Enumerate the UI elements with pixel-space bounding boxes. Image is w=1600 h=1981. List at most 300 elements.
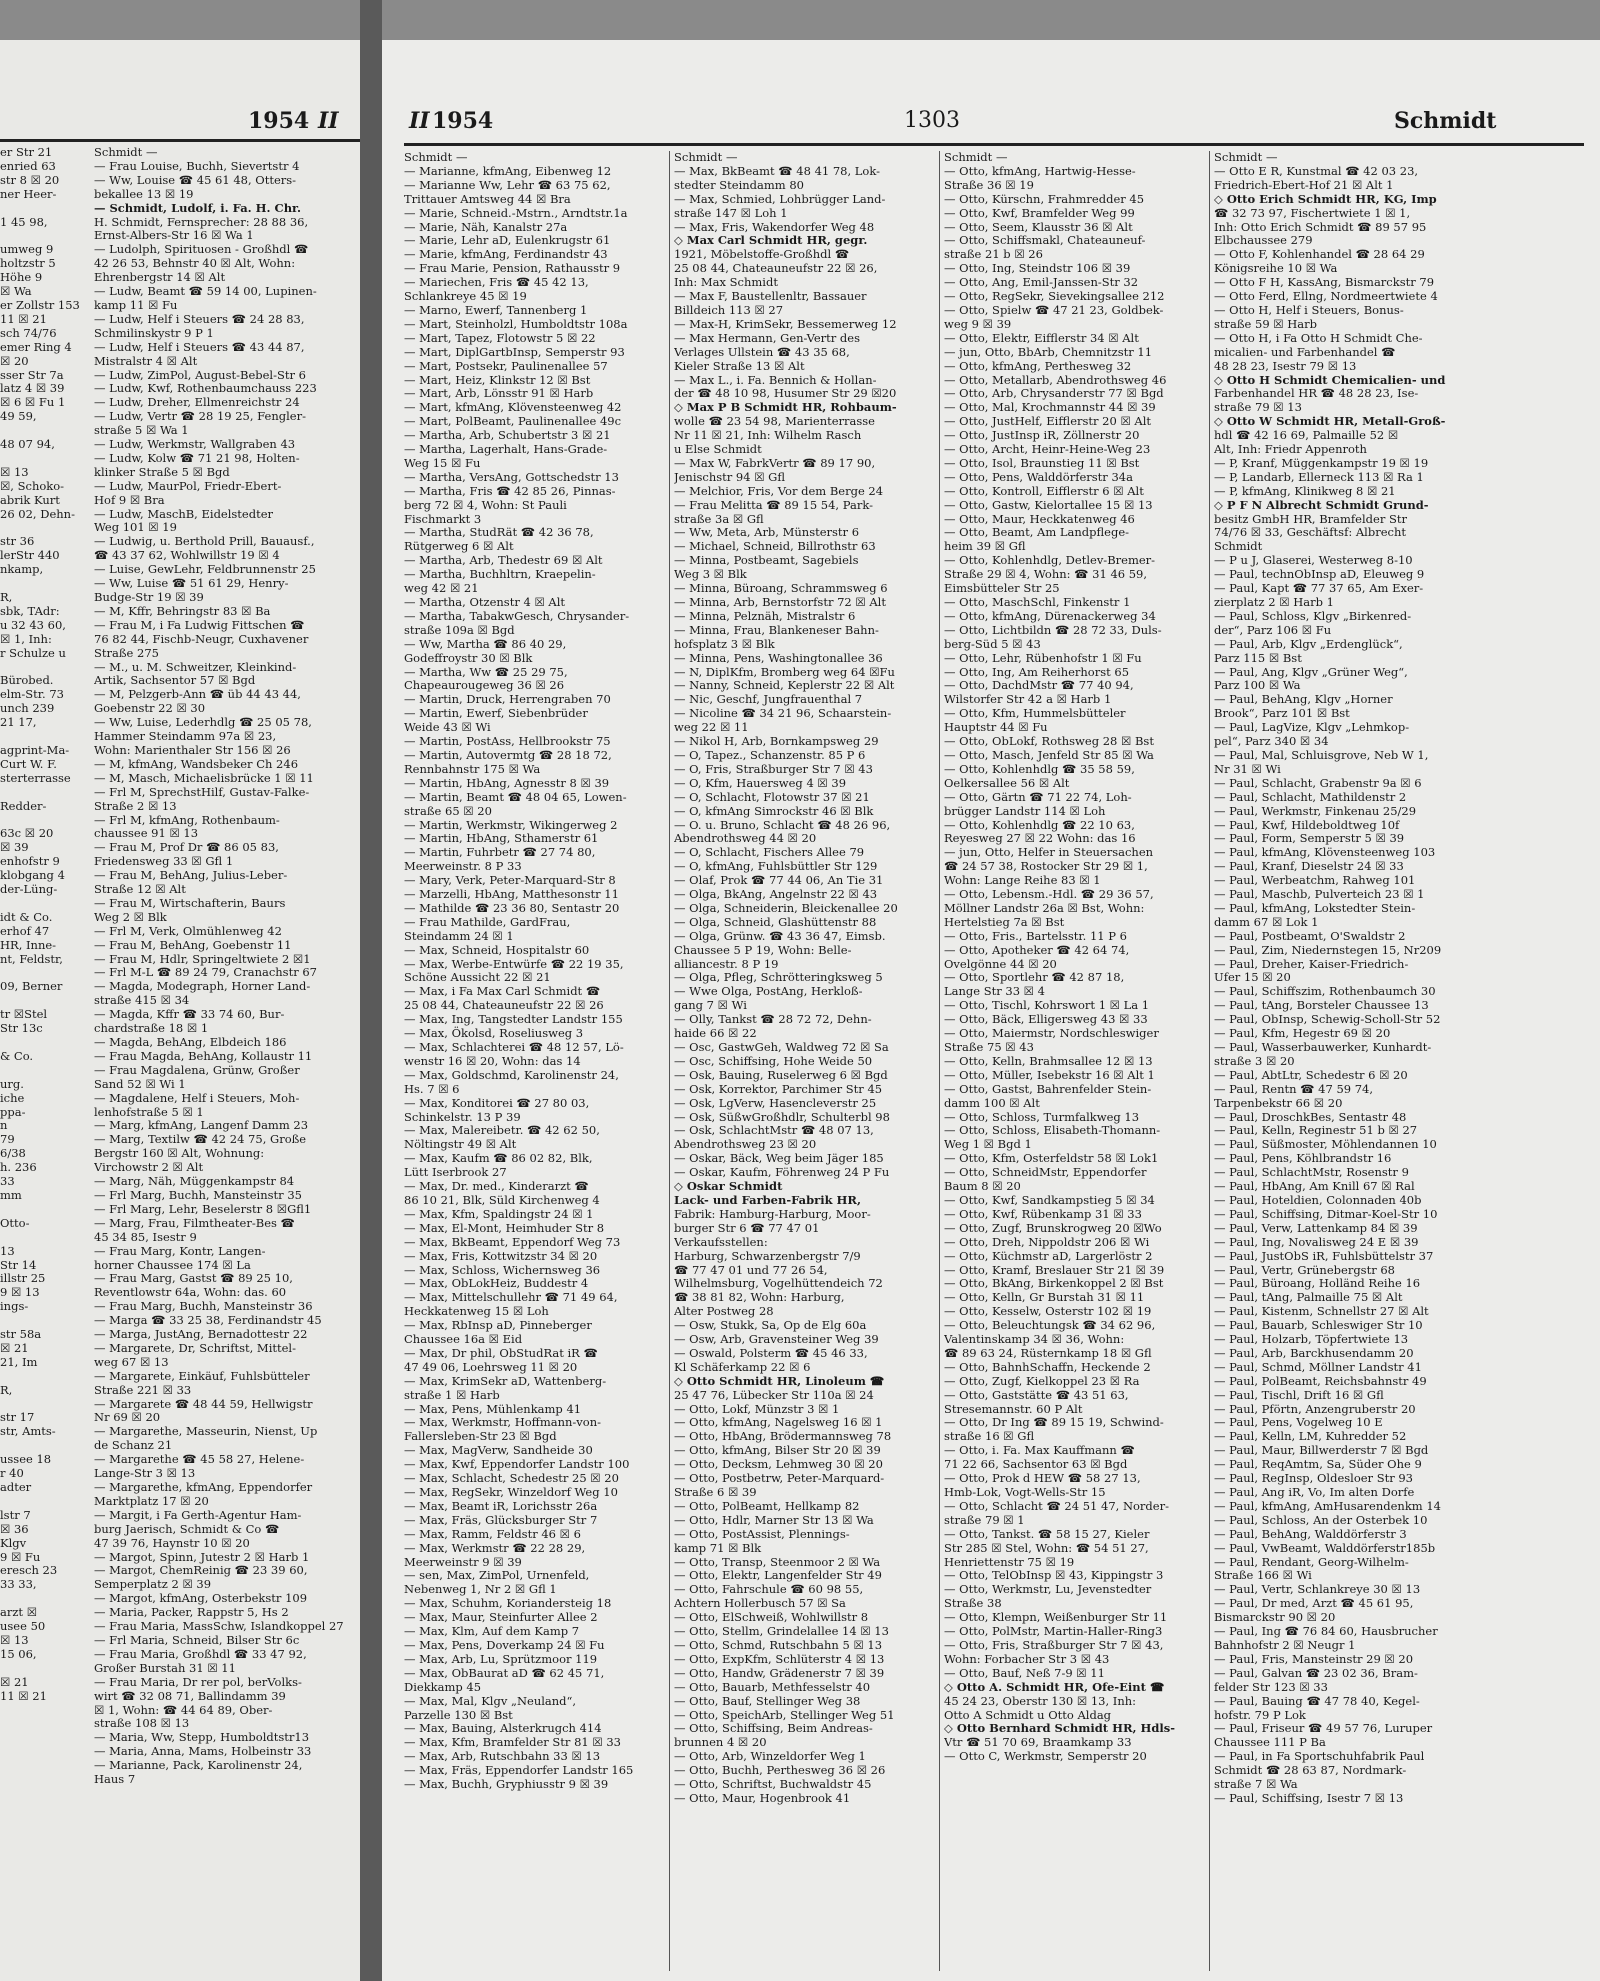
directory-line: Reventlowstr 64a, Wohn: das. 60 [94,1285,287,1300]
directory-line: 63c ☒ 20 [0,826,54,841]
directory-line: — P, kfmAng, Klinikweg 8 ☒ 21 [1214,483,1396,498]
directory-line: — Ludwig, u. Berthold Prill, Bauausf., [94,534,315,549]
directory-line: — Otto, Kohlenhdlg ☎ 35 58 59, [944,761,1135,776]
directory-line: str 8 ☒ 20 [0,172,60,187]
directory-line: — Maria, Packer, Rappstr 5, Hs 2 [94,1605,289,1620]
directory-line: — Otto, Gaststätte ☎ 43 51 63, [944,1387,1129,1402]
directory-line: — Paul, Wasserbauwerker, Kunhardt- [1214,1040,1432,1054]
directory-line: — Max, Schloss, Wichernsweg 36 [404,1262,601,1277]
directory-line: n [0,1118,8,1133]
directory-line: — Margarethe ☎ 45 58 27, Helene- [94,1452,305,1467]
directory-line: Godeffroystr 30 ☒ Blk [404,650,533,665]
directory-line: Artik, Sachsentor 57 ☒ Bgd [94,673,256,688]
directory-line: ☎ 77 47 01 und 77 26 54, [674,1262,828,1277]
directory-line: — Otto, Maur, Heckkatenweg 46 [944,511,1135,526]
directory-line: — Otto, kfmAng, Hartwig-Hesse- [944,163,1136,178]
directory-line: straße 3 ☒ 20 [1214,1053,1295,1068]
directory-line: ☎ 24 57 38, Rostocker Str 29 ☒ 1, [944,859,1148,874]
directory-line: ◇ Max P B Schmidt HR, Rohbaum- [674,400,897,415]
directory-line: — Margot, kfmAng, Osterbekstr 109 [94,1591,308,1606]
directory-line: Verlages Ullstein ☎ 43 35 68, [674,344,850,359]
directory-line: Chaussee 5 P 19, Wohn: Belle- [674,942,852,957]
directory-line: Parz 115 ☒ Bst [1214,650,1302,665]
column-divider [1209,151,1210,1971]
directory-line: Alter Postweg 28 [674,1304,774,1319]
directory-line: — P u J, Glaserei, Westerweg 8-10 [1214,553,1413,568]
directory-line: — Max, Goldschmd, Karolinenstr 24, [404,1067,619,1082]
right-header-rule [404,143,1584,146]
directory-line: — Paul, Holzarb, Töpfertwiete 13 [1214,1332,1409,1347]
directory-line: — Marg, kfmAng, Langenf Damm 23 [94,1118,309,1133]
directory-line: — Otto, Fris, Straßburger Str 7 ☒ 43, [944,1637,1164,1652]
directory-line: weg 67 ☒ 13 [94,1354,169,1369]
directory-line: — O, Fris, Straßburger Str 7 ☒ 43 [674,761,873,776]
directory-line: Schinkelstr. 13 P 39 [404,1109,521,1124]
directory-line: ☎ 38 81 82, Wohn: Harburg, [674,1290,845,1305]
directory-line: kamp 11 ☒ Fu [94,297,178,312]
directory-line: — Minna, Arb, Bernstorfstr 72 ☒ Alt [674,595,886,609]
directory-line [0,994,88,1008]
directory-line: — Otto C, Werkmstr, Semperstr 20 [944,1749,1147,1764]
directory-line: Eimsbütteler Str 25 [944,581,1060,596]
directory-line: — Otto, Beamt, Am Landpflege- [944,525,1130,540]
directory-line: — Otto, Gastst, Bahrenfelder Stein- [944,1081,1152,1096]
directory-line: — Otto H, i Fa Otto H Schmidt Che- [1214,330,1423,345]
directory-line: — Otto, Beleuchtungsk ☎ 34 62 96, [944,1318,1156,1333]
directory-line: — Marga, JustAng, Bernadottestr 22 [94,1327,308,1342]
directory-line: Schmidt — [1214,151,1278,164]
directory-line: — Ludw, Kolw ☎ 71 21 98, Holten- [94,450,300,465]
directory-line: zierplatz 2 ☒ Harb 1 [1214,595,1334,609]
directory-line: Rennbahnstr 175 ☒ Wa [404,761,541,776]
directory-line: Billdeich 113 ☒ 27 [674,302,784,317]
directory-line: 76 82 44, Fischb-Neugr, Cuxhavener [94,631,309,646]
directory-line: 13 [0,1243,15,1258]
directory-line: r Schulze u [0,645,66,660]
directory-line: ◇ Max Carl Schmidt HR, gegr. [674,233,868,248]
directory-line: Achtern Hollerbusch 57 ☒ Sa [674,1596,846,1611]
directory-line: — Osk, SüßwGroßhdlr, Schulterbl 98 [674,1109,890,1124]
directory-line: — Otto, Kwf, Bramfelder Weg 99 [944,205,1135,220]
directory-line: — Nikol H, Arb, Bornkampsweg 29 [674,734,879,749]
directory-line: — Ludw, MaurPol, Friedr-Ebert- [94,478,282,493]
directory-line: Wohn: Marienthaler Str 156 ☒ 26 [94,742,291,757]
directory-line: 86 10 21, Blk, Süld Kirchenweg 4 [404,1192,600,1207]
directory-line: Weg 1 ☒ Bgd 1 [944,1137,1032,1152]
directory-line: — Osw, Arb, Gravensteiner Weg 39 [674,1332,879,1347]
directory-line: r 40 [0,1466,24,1481]
directory-line: — Marie, kfmAng, Ferdinandstr 43 [404,247,608,262]
directory-line: — Marno, Ewerf, Tannenberg 1 [404,302,588,317]
directory-line: — Otto, Kfm, Osterfeldstr 58 ☒ Lok1 [944,1151,1159,1166]
directory-line: — Ww, Luise ☎ 51 61 29, Henry- [94,576,289,591]
directory-line: ☒ 39 [0,840,29,855]
directory-line: holtzstr 5 [0,256,56,271]
directory-line: 09, Berner [0,979,63,994]
directory-line: — Ludw, ZimPol, August-Bebel-Str 6 [94,367,306,382]
directory-line: — Marie, Näh, Kanalstr 27a [404,219,568,234]
directory-line: — Paul, SchlachtMstr, Rosenstr 9 [1214,1165,1409,1180]
directory-line: — Paul, Schmd, Möllner Landstr 41 [1214,1359,1422,1374]
directory-line: & Co. [0,1048,34,1063]
directory-line: — Margarete, Einkäuf, Fuhlsbütteler [94,1368,310,1383]
directory-line: Schmidt — [94,146,158,159]
directory-line [0,1314,88,1328]
directory-line [0,1592,88,1606]
left-page-header [0,100,360,140]
directory-line: — Ludw, MaschB, Eidelstedter [94,506,274,521]
directory-line: — Otto, Maur, Hogenbrook 41 [674,1790,851,1805]
directory-line: Friedrich-Ebert-Hof 21 ☒ Alt 1 [1214,177,1394,192]
directory-line: Nebenweg 1, Nr 2 ☒ Gfl 1 [404,1582,557,1597]
directory-line: — Olga, BkAng, Angelnstr 22 ☒ 43 [674,887,878,902]
directory-line: 21 17, [0,715,37,730]
directory-line: — Margarethe, kfmAng, Eppendorfer [94,1480,313,1494]
directory-line: — Paul, Schiffsing, Ditmar-Koel-Str 10 [1214,1206,1438,1221]
directory-line [0,786,88,800]
directory-line: — Paul, ObInsp, Schewig-Scholl-Str 52 [1214,1012,1441,1027]
directory-line: — Mart, Steinholzl, Humboldtstr 108a [404,316,628,331]
directory-line: — Otto, Archt, Heinr-Heine-Weg 23 [944,442,1151,457]
directory-line: — Frau Magda, BehAng, Kollaustr 11 [94,1048,313,1063]
directory-line: — Otto, Kesselw, Osterstr 102 ☒ 19 [944,1304,1152,1319]
directory-line: — Paul, kfmAng, AmHusarendenkm 14 [1214,1498,1441,1513]
directory-line: — Martha, Arb, Thedestr 69 ☒ Alt [404,553,603,568]
directory-line: 9 ☒ Fu [0,1549,41,1564]
directory-line: — Max, Kwf, Eppendorfer Landstr 100 [404,1457,630,1472]
directory-line: Haus 7 [94,1772,136,1787]
directory-line: — Max, Pens, Mühlenkamp 41 [404,1401,582,1416]
directory-line [0,730,88,744]
directory-line: — Marzelli, HbAng, Matthesonstr 11 [404,887,619,902]
directory-line: — Martin, Beamt ☎ 48 04 65, Lowen- [404,789,627,804]
directory-line: — Marie, Schneid.-Mstrn., Arndtstr.1a [404,205,628,220]
directory-line [0,897,88,911]
directory-line: er Zollstr 153 [0,297,80,312]
directory-line: — Max, Werkmstr ☎ 22 28 29, [404,1540,586,1555]
directory-line: — Margit, i Fa Gerth-Agentur Ham- [94,1507,302,1522]
directory-line: straße 3a ☒ Gfl [674,511,764,526]
directory-line: — Nicoline ☎ 34 21 96, Schaarstein- [674,706,892,721]
directory-line: — Max, Arb, Lu, Sprützmoor 119 [404,1651,598,1666]
directory-line: damm 67 ☒ Lok 1 [1214,914,1319,929]
directory-line: Hauptstr 44 ☒ Fu [944,720,1048,735]
directory-line: — Martha, VersAng, Gottschedstr 13 [404,469,619,484]
directory-line: Virchowstr 2 ☒ Alt [94,1160,204,1175]
directory-line: — Otto E R, Kunstmal ☎ 42 03 23, [1214,163,1419,178]
directory-line: lstr 7 [0,1507,31,1522]
directory-line: — Paul, Kelln, Reginestr 51 b ☒ 27 [1214,1123,1418,1138]
directory-line: — Otto, i. Fa. Max Kauffmann ☎ [944,1443,1135,1458]
directory-line: — O, Schlacht, Fischers Allee 79 [674,845,865,860]
directory-line: — O, kfmAng, Fuhlsbüttler Str 129 [674,859,878,874]
directory-line: — Paul, Galvan ☎ 23 02 36, Bram- [1214,1665,1418,1680]
directory-line: — Otto, Handw, Grädenerstr 7 ☒ 39 [674,1665,885,1680]
directory-line: — Paul, Werbeatchm, Rahweg 101 [1214,873,1416,888]
directory-line: Diekkamp 45 [404,1679,482,1694]
directory-line: 1921, Möbelstoffe-Großhdl ☎ [674,247,850,262]
directory-line: straße 16 ☒ Gfl [944,1429,1035,1444]
directory-line: — Max, Fräs, Eppendorfer Landstr 165 [404,1763,634,1778]
directory-line: — Ww, Meta, Arb, Münsterstr 6 [674,525,860,540]
directory-line: str 36 [0,534,35,549]
directory-line: ◇ Otto A. Schmidt HR, Ofe-Eint ☎ [944,1679,1165,1694]
directory-line: — Marianne, Pack, Karolinenstr 24, [94,1758,303,1773]
directory-line: emer Ring 4 [0,339,72,354]
directory-line: — Max, MagVerw, Sandheide 30 [404,1443,593,1458]
directory-line: erhof 47 [0,923,50,938]
directory-line: Farbenhandel HR ☎ 48 28 23, Ise- [1214,386,1419,401]
directory-line: — Osw, Stukk, Sa, Op de Elg 60a [674,1318,867,1333]
directory-line: ◇ Otto Schmidt HR, Linoleum ☎ [674,1373,885,1388]
directory-line: micalien- und Farbenhandel ☎ [1214,344,1396,359]
directory-line [0,521,88,535]
directory-line: — Max Hermann, Gen-Vertr des [674,330,860,345]
directory-line: 71 22 66, Sachsentor 63 ☒ Bgd [944,1457,1128,1472]
directory-line: — Paul, Dreher, Kaiser-Friedrich- [1214,956,1409,971]
directory-line: 25 08 44, Chateauneufstr 22 ☒ 26, [674,261,878,276]
directory-line: — Otto, Stellm, Grindelallee 14 ☒ 13 [674,1624,889,1639]
directory-line: — Otto, PostAssist, Plennings- [674,1526,850,1541]
directory-line: — Frl M, SprechstHilf, Gustav-Falke- [94,784,310,799]
directory-line [0,1370,88,1384]
directory-line: R, [0,1382,13,1397]
directory-line: — Maria, Ww, Stepp, Humboldtstr13 [94,1730,310,1745]
directory-line: — Max, Mittelschullehr ☎ 71 49 64, [404,1290,618,1305]
directory-line: — Osc, GastwGeh, Waldweg 72 ☒ Sa [674,1040,889,1054]
right-section: II [409,108,430,134]
directory-line: — Frau Marg, Kontr, Langen- [94,1243,266,1258]
directory-column-3 [944,151,1206,1971]
directory-line: hofstr. 79 P Lok [1214,1707,1306,1722]
directory-line: ussee 18 [0,1452,52,1467]
directory-line: Ehrenbergstr 14 ☒ Alt [94,270,226,285]
directory-line: — Otto, Mal, Krochmannstr 44 ☒ 39 [944,400,1156,415]
directory-line: — Frl Marg, Lehr, Beselerstr 8 ☒Gfl1 [94,1201,312,1216]
directory-line: tr ☒Stel [0,1007,48,1022]
directory-line: — Max, Schneid, Hospitalstr 60 [404,942,590,957]
directory-line: — Paul, Ing ☎ 76 84 60, Hausbrucher [1214,1624,1438,1639]
directory-line: Henriettenstr 75 ☒ 19 [944,1554,1075,1569]
directory-line: — Paul, Schloss, An der Osterbek 10 [1214,1512,1428,1527]
directory-line: Wohn: Forbacher Str 3 ☒ 43 [944,1651,1110,1666]
directory-line: — Otto, ExpKfm, Schlüterstr 4 ☒ 13 [674,1651,885,1666]
directory-line: straße 1 ☒ Harb [404,1387,500,1402]
directory-line: — Max, El-Mont, Heimhuder Str 8 [404,1220,605,1235]
directory-line: — Frau M, Hdlr, Springeltwiete 2 ☒1 [94,951,311,966]
directory-line: 79 [0,1132,15,1147]
directory-line: — Paul, Vertr, Schlankreye 30 ☒ 13 [1214,1582,1421,1597]
directory-line: Schmidt ☎ 28 63 87, Nordmark- [1214,1763,1407,1778]
directory-line: — Paul, Kfm, Hegestr 69 ☒ 20 [1214,1026,1391,1041]
directory-line: — Oskar, Kaufm, Föhrenweg 24 P Fu [674,1165,890,1180]
directory-line: — Martin, HbAng, Sthamerstr 61 [404,831,599,846]
directory-line: Möllner Landstr 26a ☒ Bst, Wohn: [944,900,1145,915]
directory-line: — Marg, Näh, Müggenkampstr 84 [94,1174,295,1189]
directory-line: Straße 29 ☒ 4, Wohn: ☎ 31 46 59, [944,567,1148,582]
directory-line: Friedensweg 33 ☒ Gfl 1 [94,854,234,869]
directory-line: — Paul, Maur, Billwerderstr 7 ☒ Bgd [1214,1443,1429,1458]
directory-line: Hertelstieg 7a ☒ Bst [944,914,1065,929]
column-divider [669,151,670,1971]
directory-line: — Otto, Kelln, Brahmsallee 12 ☒ 13 [944,1053,1153,1068]
directory-line: 47 39 76, Haynstr 10 ☒ 20 [94,1535,250,1550]
directory-line: sbk, TAdr: [0,603,60,618]
directory-line: Harburg, Schwarzenbergstr 7/9 [674,1248,861,1263]
directory-line: — Max, Kaufm ☎ 86 02 82, Blk, [404,1151,593,1166]
directory-line: straße 65 ☒ 20 [404,803,492,818]
directory-line: — Otto, Schloss, Turmfalkweg 13 [944,1109,1140,1124]
directory-line: — Mart, DiplGartbInsp, Semperstr 93 [404,344,625,359]
directory-line: Heckkatenweg 15 ☒ Loh [404,1304,549,1319]
directory-line: — Martin, Fuhrbetr ☎ 27 74 80, [404,845,596,860]
directory-line: — Otto, Postbetrw, Peter-Marquard- [674,1471,885,1486]
directory-line: — Otto, kfmAng, Dürenackerweg 34 [944,608,1156,623]
directory-line: — Minna, Frau, Blankeneser Bahn- [674,622,879,637]
left-section: II [318,108,339,134]
directory-line: — Martin, Ewerf, Siebenbrüder [404,706,588,721]
directory-line: — Paul, Hoteldien, Colonnaden 40b [1214,1192,1422,1207]
directory-line: — Olga, Schneiderin, Bleickenallee 20 [674,900,898,915]
directory-line: Wilhelmsburg, Vogelhüttendeich 72 [674,1276,883,1291]
directory-line: — Max, Kfm, Bramfelder Str 81 ☒ 33 [404,1735,621,1750]
directory-line: Goebenstr 22 ☒ 30 [94,701,206,716]
directory-line: — Mary, Verk, Peter-Marquard-Str 8 [404,873,616,888]
directory-line: abrik Kurt [0,492,60,507]
directory-line: — Frau Melitta ☎ 89 15 54, Park- [674,497,873,512]
directory-line: — Max, Malereibetr. ☎ 42 62 50, [404,1123,600,1138]
directory-line: — Otto, Dr Ing ☎ 89 15 19, Schwind- [944,1415,1164,1430]
directory-line: — Paul, Schiffsing, Isestr 7 ☒ 13 [1214,1790,1404,1805]
directory-line: nkamp, [0,562,44,577]
directory-line: — M, Kffr, Behringstr 83 ☒ Ba [94,603,271,618]
directory-line: burg Jaerisch, Schmidt & Co ☎ [94,1521,280,1536]
directory-line: — Otto, SpeichArb, Stellinger Weg 51 [674,1707,895,1722]
directory-line: — Mart, Heiz, Klinkstr 12 ☒ Bst [404,372,591,387]
directory-line: — Otto, Bauarb, Methfesselstr 40 [674,1679,871,1694]
directory-line: — Otto, ObLokf, Rothsweg 28 ☒ Bst [944,734,1154,749]
directory-line: — Melchior, Fris, Vor dem Berge 24 [674,483,884,498]
directory-line: Inh: Max Schmidt [674,275,778,290]
directory-line: burger Str 6 ☎ 77 47 01 [674,1220,820,1235]
directory-line: 25 47 76, Lübecker Str 110a ☒ 24 [674,1387,874,1402]
directory-line: — Martha, Fris ☎ 42 85 26, Pinnas- [404,483,616,498]
directory-line: — O, Schlacht, Flotowstr 37 ☒ 21 [674,789,870,804]
directory-line: — Otto, Prok d HEW ☎ 58 27 13, [944,1471,1141,1486]
directory-line: h. 236 [0,1160,37,1175]
directory-line: lenhofstraße 5 ☒ 1 [94,1104,204,1119]
directory-line: H. Schmidt, Fernsprecher: 28 88 36, [94,214,309,229]
directory-line: — Otto, Fahrschule ☎ 60 98 55, [674,1582,864,1597]
directory-line: — Otto, Schmd, Rutschbahn 5 ☒ 13 [674,1637,883,1652]
directory-line: der ☎ 48 10 98, Husumer Str 29 ☒20 [674,386,897,401]
directory-line: — Max, BkBeamt ☎ 48 41 78, Lok- [674,163,881,178]
directory-line: — Martin, Druck, Herrengraben 70 [404,692,611,707]
directory-line: enried 63 [0,158,56,173]
directory-line: weg 22 ☒ 11 [674,720,749,735]
directory-line: straße 5 ☒ Wa 1 [94,423,189,438]
directory-line: Oelkersallee 56 ☒ Alt [944,775,1070,790]
directory-line: — Paul, RegInsp, Oldesloer Str 93 [1214,1471,1413,1486]
directory-line: — Otto, Maiermstr, Nordschleswiger [944,1026,1159,1041]
directory-line: — Frau Marg, Gastst ☎ 89 25 10, [94,1271,293,1286]
directory-line: — Otto, Ang, Emil-Janssen-Str 32 [944,275,1139,290]
directory-line: ☒ 21 [0,1674,29,1689]
directory-line: ☒ 21 [0,1340,29,1355]
directory-line: — Otto, Isol, Braunstieg 11 ☒ Bst [944,455,1140,470]
directory-line: — Paul, Büroang, Holländ Reihe 16 [1214,1276,1421,1291]
directory-line: 15 06, [0,1646,37,1661]
directory-line: Sand 52 ☒ Wi 1 [94,1076,186,1091]
directory-line: ☒ 36 [0,1521,29,1536]
directory-line: Curt W. F. [0,756,57,771]
directory-line: Kl Schäferkamp 22 ☒ 6 [674,1359,811,1374]
directory-line: 25 08 44, Chateauneufstr 22 ☒ 26 [404,998,604,1013]
directory-line: — Paul, Fris, Mansteinstr 29 ☒ 20 [1214,1651,1414,1666]
directory-line: — Mart, PolBeamt, Paulinenallee 49c [404,414,622,429]
directory-line: — Minna, Pens, Washingtonallee 36 [674,650,883,665]
directory-line: alliancestr. 8 P 19 [674,956,779,971]
directory-line: — Otto, BkAng, Birkenkoppel 2 ☒ Bst [944,1276,1164,1291]
directory-line: bekallee 13 ☒ 19 [94,186,194,201]
directory-line: ☒ 13 [0,1632,29,1647]
directory-line: Chaussee 111 P Ba [1214,1735,1326,1750]
directory-line: — Ww, Louise ☎ 45 61 48, Otters- [94,172,297,187]
directory-line: Bahnhofstr 2 ☒ Neugr 1 [1214,1637,1356,1652]
directory-line: mm [0,1187,22,1202]
directory-line: — Frau Maria, Großhdl ☎ 33 47 92, [94,1646,307,1661]
directory-line: — Schmidt, Ludolf, i. Fa. H. Chr. [94,200,302,215]
directory-line: — Mathilde ☎ 23 36 80, Sentastr 20 [404,900,620,915]
directory-line [0,1439,88,1453]
directory-line: Schmidt — [674,151,738,164]
directory-line: — Maria, Anna, Mams, Holbeinstr 33 [94,1744,312,1759]
directory-line: — Max, Maur, Steinfurter Allee 2 [404,1610,598,1625]
directory-line: — Otto, Lehr, Rübenhofstr 1 ☒ Fu [944,650,1142,665]
directory-line: brügger Landstr 114 ☒ Loh [944,803,1106,818]
directory-line: haide 66 ☒ 22 [674,1026,757,1041]
directory-line: Schlankreye 45 ☒ 19 [404,289,527,304]
directory-line: Ernst-Albers-Str 16 ☒ Wa 1 [94,228,254,243]
directory-line: — Paul, Kwf, Hildeboldtweg 10f [1214,817,1400,832]
directory-line: Ovelgönne 44 ☒ 20 [944,956,1057,971]
directory-line: — Max, Werkmstr, Hoffmann-von- [404,1415,602,1430]
directory-line: Parzelle 130 ☒ Bst [404,1707,513,1722]
directory-line: umweg 9 [0,242,54,257]
directory-line: — Nic, Geschf, Jungfrauenthal 7 [674,692,863,707]
directory-line: Hof 9 ☒ Bra [94,492,165,507]
directory-line: — Frau M, BehAng, Goebenstr 11 [94,937,292,952]
directory-line: — Paul, Arb, Barckhusendamm 20 [1214,1345,1414,1360]
directory-line: Str 285 ☒ Stel, Wohn: ☎ 54 51 27, [944,1540,1149,1555]
directory-line: Straße 38 [944,1596,1002,1611]
directory-line: — Marg, Textilw ☎ 42 24 75, Große [94,1132,307,1147]
directory-line: Wilstorfer Str 42 a ☒ Harb 1 [944,692,1112,707]
directory-line: 45 24 23, Oberstr 130 ☒ 13, Inh: [944,1693,1137,1708]
directory-line: Trittauer Amtsweg 44 ☒ Bra [404,191,571,206]
directory-line: Reyesweg 27 ☒ 22 Wohn: das 16 [944,831,1136,846]
directory-line: — Otto, kfmAng, Bilser Str 20 ☒ 39 [674,1443,881,1458]
directory-line: Straße 2 ☒ 13 [94,798,177,813]
directory-line: — Paul, DroschkBes, Sentastr 48 [1214,1109,1407,1124]
directory-line: HR, Inne- [0,937,57,952]
directory-line: — Paul, Kelln, LM, Kuhredder 52 [1214,1429,1407,1444]
directory-line [0,1231,88,1245]
directory-line: — Otto, Müller, Isebekstr 16 ☒ Alt 1 [944,1067,1155,1082]
directory-line: illstr 25 [0,1271,46,1286]
directory-line: Straße 275 [94,645,159,660]
directory-line: — Paul, HbAng, Am Knill 67 ☒ Ral [1214,1179,1415,1194]
